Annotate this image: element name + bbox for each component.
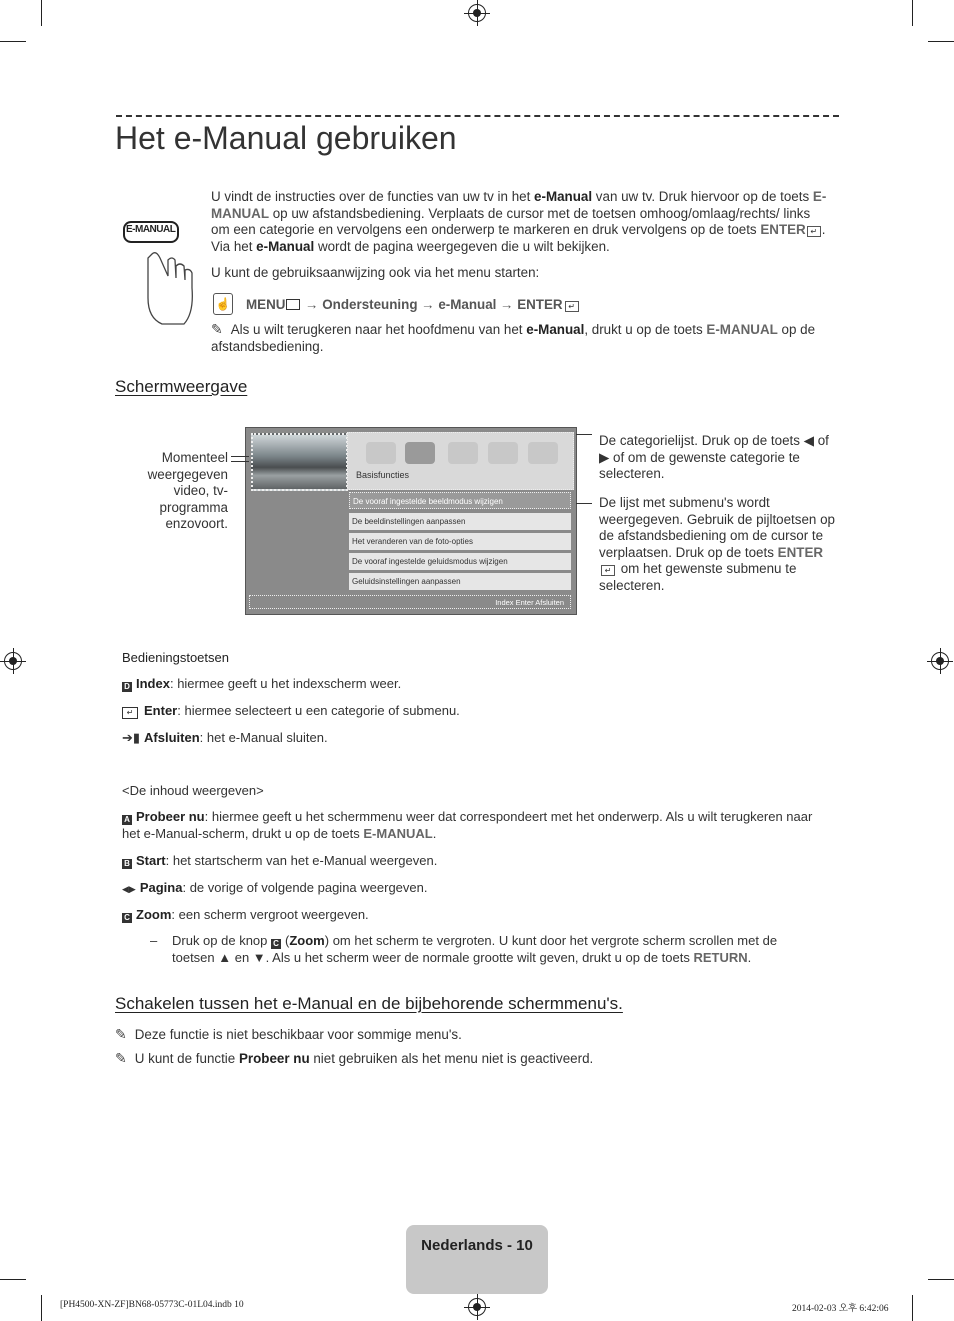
- category-label: Basisfuncties: [356, 470, 410, 480]
- menu-icon: [286, 299, 300, 310]
- enter-icon: ↵: [601, 565, 615, 576]
- category-icon-selected: [405, 442, 435, 464]
- submenu-item: Het veranderen van de foto-opties: [349, 533, 571, 550]
- section-heading-switch: Schakelen tussen het e-Manual en de bijbehorende schermmenu's.: [115, 994, 623, 1013]
- content-heading: <De inhoud weergeven>: [122, 783, 264, 798]
- control-zoom: C Zoom: een scherm vergroot weergeven.: [122, 907, 369, 923]
- crop-mark: [912, 0, 913, 26]
- category-icon: [366, 442, 396, 464]
- submenu-item: De beeldinstellingen aanpassen: [349, 513, 571, 530]
- crop-mark: [928, 41, 954, 42]
- control-page: ◀▶ Pagina: de vorige of volgende pagina weergeven.: [122, 880, 428, 895]
- control-exit: ➔▮ Afsluiten: het e-Manual sluiten.: [122, 730, 328, 745]
- exit-icon: ➔▮: [122, 730, 141, 745]
- control-try-now: A Probeer nu: hiermee geeft u het schermmenu weer dat correspondeert met het onderwerp. Als u wilt terugkeren naar het e-Manual-scherm, drukt u op de toets E-MANUAL.: [122, 809, 813, 841]
- registration-mark-icon: [468, 1298, 486, 1316]
- control-index: D Index: hiermee geeft u het indexscherm weer.: [122, 676, 401, 692]
- video-thumbnail: [251, 433, 348, 491]
- crop-mark: [928, 1279, 954, 1280]
- page-number: Nederlands - 10: [421, 1237, 533, 1254]
- section-heading-screen: Schermweergave: [115, 377, 248, 396]
- category-icon: [488, 442, 518, 464]
- screen-bottom-bar: Index Enter Afsluiten: [249, 595, 571, 609]
- dash-bullet: –: [150, 933, 158, 948]
- enter-icon: ↵: [122, 707, 138, 719]
- category-bar: [347, 432, 574, 490]
- crop-mark: [41, 1295, 42, 1321]
- remote-hand-icon: [122, 218, 202, 328]
- submenu-item: Geluidsinstellingen aanpassen: [349, 573, 571, 590]
- crop-mark: [0, 1279, 26, 1280]
- callout-category: De categorielijst. Druk op de toets ◀ of ▶ of om de gewenste categorie te selecteren.: [599, 433, 829, 482]
- page-title: Het e-Manual gebruiken: [115, 120, 457, 156]
- submenu-item: De vooraf ingestelde beeldmodus wijzigen: [349, 492, 571, 509]
- footer-timestamp: 2014-02-03 오후 6:42:06: [792, 1304, 889, 1314]
- intro-paragraph: U vindt de instructies over de functies van uw tv in het e-Manual van uw tv. Druk hiervoor op de toets E-MANUAL op uw afstandsbediening. Verplaats de cursor met de toetsen omhoog/omlaag/rechts/ links om een categorie en vervolgens een onderwerp te markeren en druk vervolgens op de toets ENTER ↵ . Via het e-Manual wordt de pagina weergegeven die u wilt bekijken.: [211, 189, 827, 254]
- registration-mark-icon: [931, 652, 949, 670]
- callout-line: [231, 456, 249, 457]
- controls-heading: Bedieningstoetsen: [122, 650, 229, 665]
- control-start: B Start: het startscherm van het e-Manual weergeven.: [122, 853, 437, 869]
- enter-icon: ↵: [807, 226, 821, 237]
- note-pencil-icon: ✎: [211, 321, 223, 337]
- note-2: ✎ U kunt de functie Probeer nu niet gebruiken als het menu niet is geactiveerd.: [115, 1050, 594, 1066]
- enter-icon: ↵: [565, 301, 579, 312]
- category-icon: [448, 442, 478, 464]
- control-enter: ↵ Enter: hiermee selecteert u een categorie of submenu.: [122, 703, 460, 719]
- c-key-icon: C: [122, 913, 132, 923]
- submenu-item: De vooraf ingestelde geluidsmodus wijzigen: [349, 553, 571, 570]
- menu-hand-icon: ☝: [213, 293, 233, 315]
- menu-path: MENU → Ondersteuning → e-Manual → ENTER ↵: [246, 297, 579, 314]
- c-key-icon: C: [271, 939, 281, 949]
- callout-video: Momenteel weergegeven video, tv-programma enzovoort.: [147, 450, 228, 532]
- footer-file: [PH4500-XN-ZF]BN68-05773C-01L04.indb 10: [60, 1300, 244, 1310]
- left-right-arrows-icon: ◀▶: [122, 884, 136, 894]
- callout-line: [576, 503, 592, 504]
- page-number-tab: [406, 1225, 548, 1294]
- intro-note: ✎ Als u wilt terugkeren naar het hoofdmenu van het e-Manual, drukt u op de toets E-MANUAL op de afstandsbediening.: [211, 321, 816, 354]
- note-pencil-icon: ✎: [115, 1026, 127, 1042]
- crop-mark: [41, 0, 42, 26]
- callout-submenu: De lijst met submenu's wordt weergegeven. Gebruik de pijltoetsen op de afstandsbediening om de cursor te verplaatsen. Druk op de toets ENTER↵ om het gewenste submenu te selecteren.: [599, 495, 835, 593]
- remote-button-label: E-MANUAL: [126, 224, 176, 235]
- b-key-icon: B: [122, 859, 132, 869]
- registration-mark-icon: [468, 4, 486, 22]
- title-rule: [116, 115, 839, 117]
- registration-mark-icon: [4, 652, 22, 670]
- crop-mark: [0, 41, 26, 42]
- d-key-icon: D: [122, 682, 132, 692]
- note-1: ✎ Deze functie is niet beschikbaar voor sommige menu's.: [115, 1026, 462, 1042]
- zoom-instruction: Druk op de knop C (Zoom) om het scherm te vergroten. U kunt door het vergrote scherm scrollen met de toetsen ▲ en ▼. Als u het scherm weer de normale grootte wilt geven, drukt u op de toets RETURN.: [172, 933, 778, 965]
- crop-mark: [912, 1295, 913, 1321]
- note-pencil-icon: ✎: [115, 1050, 127, 1066]
- emanual-screen: [245, 427, 577, 615]
- category-icon: [528, 442, 558, 464]
- callout-line: [576, 434, 592, 435]
- intro-menu-start: U kunt de gebruiksaanwijzing ook via het menu starten:: [211, 265, 540, 280]
- callout-line: [231, 461, 249, 462]
- a-key-icon: A: [122, 815, 132, 825]
